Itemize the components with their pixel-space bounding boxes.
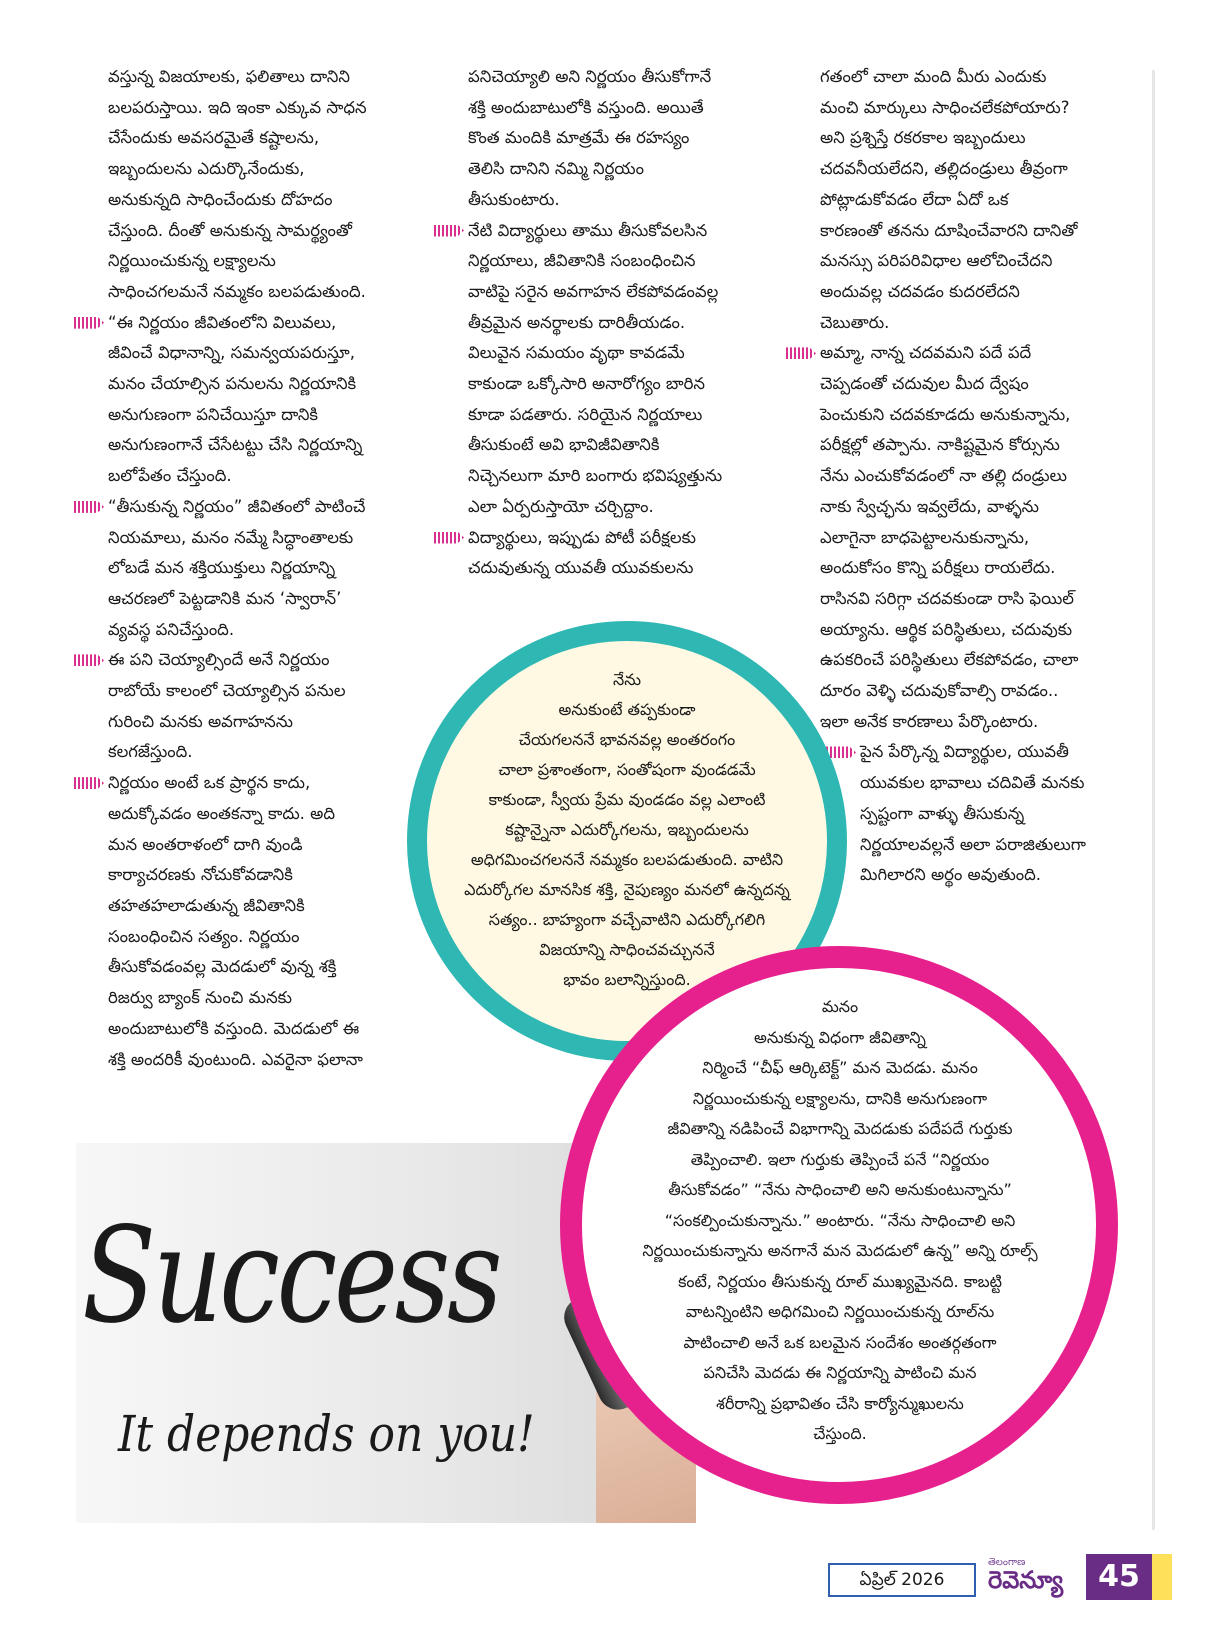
arrow-icon bbox=[786, 347, 816, 359]
arrow-icon bbox=[74, 501, 104, 513]
arrow-icon bbox=[434, 225, 464, 237]
photo-sub-text: It depends on you! bbox=[118, 1405, 535, 1463]
bullet-paragraph: “ఈ నిర్ణయం జీవితంలోని విలువలు, జీవించే విధానాన్ని, సమన్వయపరుస్తూ, మనం చేయాల్సిన పనులను నిర్ణయానికి అనుగుణంగా పనిచేయిస్తూ దానికి అనుగుణంగానే చేసేటట్టు చేసి నిర్ణయాన్ని బలోపేతం చేస్తుంది. bbox=[108, 308, 440, 492]
paragraph: పనిచెయ్యాలి అని నిర్ణయం తీసుకోగానే శక్తి అందుబాటులోకి వస్తుంది. అయితే కొంత మందికి మాత్రమే ఈ రహస్యం తెలిసి దానిని నమ్మి నిర్ణయం తీసుకుంటారు. bbox=[468, 67, 712, 209]
bullet-paragraph: “తీసుకున్న నిర్ణయం” జీవితంలో పాటించే నియమాలు, మనం నమ్మే సిద్ధాంతాలకు లోబడే మన శక్తియుక్తులు నిర్ణయాన్ని ఆచరణలో పెట్టడానికి మన ‘స్వారాన్’ వ్యవస్థ పనిచేస్తుంది. bbox=[108, 492, 440, 646]
arrow-icon bbox=[434, 532, 464, 544]
photo-main-text: Success bbox=[82, 1199, 500, 1353]
paragraph: గతంలో చాలా మంది మీరు ఎందుకు మంచి మార్కులు సాధించలేకపోయారు? అని ప్రశ్నిస్తే రకరకాల ఇబ్బందులు చదవనీయలేదని, తల్లిదండ్రులు తీవ్రంగా పోట్లాడుకోవడం లేదా ఏదో ఒక కారణంతో తనను దూషించేవారని దానితో మనస్సు పరిపరివిధాల ఆలోచించేదని అందువల్ల చదవడం కుదరలేదని చెబుతారు. bbox=[820, 67, 1078, 332]
arrow-icon bbox=[74, 654, 104, 666]
arrow-icon bbox=[74, 317, 104, 329]
column-3 bbox=[820, 62, 1142, 891]
magazine-state: తెలంగాణ bbox=[988, 1557, 1026, 1568]
bullet-paragraph: ఈ పని చెయ్యాల్సిందే అనే నిర్ణయం రాబోయే కాలంలో చెయ్యాల్సిన పనుల గురించి మనకు అవగాహనను కలగజేస్తుంది. bbox=[108, 645, 440, 768]
arrow-icon bbox=[74, 777, 104, 789]
bullet-paragraph: పైన పేర్కొన్న విద్యార్థుల, యువతీ యువకుల భావాలు చదివితే మనకు స్పష్టంగా వాళ్ళు తీసుకున్న నిర్ణయాలవల్లనే అలా పరాజితులుగా మిగిలారని అర్థం అవుతుంది. bbox=[860, 737, 1142, 891]
quote-text: నేను అనుకుంటే తప్పకుండా చేయగలననే భావనవల్ల అంతరంగం చాలా ప్రశాంతంగా, సంతోషంగా వుండడమే కాకుండా, స్వీయ ప్రేమ వుండడం వల్ల ఎలాంటి కష్టాన్నైనా ఎదుర్కోగలను, ఇబ్బందులను అధిగమించగలననే నమ్మకం బలపడుతుంది. వాటిని ఎదుర్కోగల మానసిక శక్తి, నైపుణ్యం మనలో ఉన్నదన్న సత్యం.. బాహ్యంగా వచ్చేవాటిని ఎదుర్కోగలిగి విజయాన్ని సాధించవచ్చుననే భావం బలాన్నిస్తుంది. bbox=[464, 670, 790, 989]
bullet-paragraph: విద్యార్థులు, ఇప్పుడు పోటీ పరీక్షలకు చదువుతున్న యువతీ యువకులను bbox=[468, 523, 768, 584]
quote-text: మనం అనుకున్న విధంగా జీవితాన్ని నిర్మించే “చీఫ్ ఆర్కిటెక్ట్” మన మెదడు. మనం నిర్ణయించుకున్న లక్ష్యాలను, దానికి అనుగుణంగా జీవితాన్ని నడిపించే విభాగాన్ని మెదడుకు పదేపదే గుర్తుకు తెప్పించాలి. ఇలా గుర్తుకు తెప్పించే పనే “నిర్ణయం తీసుకోవడం” “నేను సాధించాలి అని అనుకుంటున్నాను” “సంకల్పించుకున్నాను.” అంటారు. “నేను సాధించాలి అని నిర్ణయించుకున్నాను అనగానే మన మెదడులో ఉన్న” అన్ని రూల్స్ కంటే, నిర్ణయం తీసుకున్న రూల్ ముఖ్యమైనది. కాబట్టి వాటన్నింటిని అధిగమించి నిర్ణయించుకున్న రూల్‌ను పాటించాలి అనే ఒక బలమైన సందేశం అంతర్గతంగా పనిచేసి మెదడు ఈ నిర్ణయాన్ని పాటించి మన శరీరాన్ని ప్రభావితం చేసి కార్యోన్ముఖులను చేస్తుంది. bbox=[642, 997, 1038, 1443]
bullet-paragraph: అమ్మా, నాన్న చదవమని పదే పదే చెప్పడంతో చదువుల మీద ద్వేషం పెంచుకుని చదవకూడదు అనుకున్నాను, పరీక్షల్లో తప్పాను. నాకిష్టమైన కోర్సును నేను ఎంచుకోవడంలో నా తల్లి దండ్రులు నాకు స్వేచ్ఛను ఇవ్వలేదు, వాళ్ళను ఎలాగైనా బాధపెట్టాలనుకున్నాను, అందుకోసం కొన్ని పరీక్షలు రాయలేదు. రాసినవి సరిగ్గా చదవకుండా రాసి ఫెయిల్ అయ్యాను. ఆర్థిక పరిస్థితులు, చదువుకు ఉపకరించే పరిస్థితులు లేకపోవడం, చాలా దూరం వెళ్ళి చదువుకోవాల్సి రావడం.. ఇలా అనేక కారణాలు పేర్కొంటారు. bbox=[820, 338, 1142, 737]
quote-circle-pink bbox=[560, 946, 1118, 1504]
bullet-paragraph: నేటి విద్యార్థులు తాము తీసుకోవలసిన నిర్ణయాలు, జీవితానికి సంబంధించిన వాటిపై సరైన అవగాహన లేకపోవడంవల్ల తీవ్రమైన అనర్థాలకు దారితీయడం. విలువైన సమయం వృథా కావడమే కాకుండా ఒక్కోసారి అనారోగ్యం బారిన కూడా పడతారు. సరియైన నిర్ణయాలు తీసుకుంటే అవి భావిజీవితానికి నిచ్చెనలుగా మారి బంగారు భవిష్యత్తును ఎలా ఏర్పరుస్తాయో చర్చిద్దాం. bbox=[468, 216, 768, 523]
page-strip bbox=[1152, 1554, 1172, 1600]
column-2 bbox=[468, 62, 768, 584]
column-divider bbox=[1152, 70, 1155, 1530]
page-number: 45 bbox=[1086, 1554, 1152, 1600]
issue-date: ఏప్రిల్ 2026 bbox=[828, 1563, 976, 1597]
bullet-paragraph: నిర్ణయం అంటే ఒక ప్రార్థన కాదు, అదుక్కోవడం అంతకన్నా కాదు. అది మన అంతరాళంలో దాగి వుండి కార్యాచరణకు నోచుకోవడానికి తహతహలాడుతున్న జీవితానికి సంబంధించిన సత్యం. నిర్ణయం తీసుకోవడంవల్ల మెదడులో వున్న శక్తి రిజర్వు బ్యాంక్ నుంచి మనకు అందుబాటులోకి వస్తుంది. మెదడులో ఈ శక్తి అందరికీ వుంటుంది. ఎవరైనా ఫలానా bbox=[108, 768, 440, 1075]
paragraph: వస్తున్న విజయాలకు, ఫలితాలు దానిని బలపరుస్తాయి. ఇది ఇంకా ఎక్కువ సాధన చేసేందుకు అవసరమైతే కష్టాలను, ఇబ్బందులను ఎదుర్కొనేందుకు, అనుకున్నది సాధించేందుకు దోహదం చేస్తుంది. దీంతో అనుకున్న సామర్థ్యంతో నిర్ణయించుకున్న లక్ష్యాలను సాధించగలమనే నమ్మకం బలపడుతుంది. bbox=[108, 67, 367, 301]
column-1 bbox=[108, 62, 440, 1075]
magazine-name: రెవెన్యూ bbox=[988, 1566, 1064, 1594]
